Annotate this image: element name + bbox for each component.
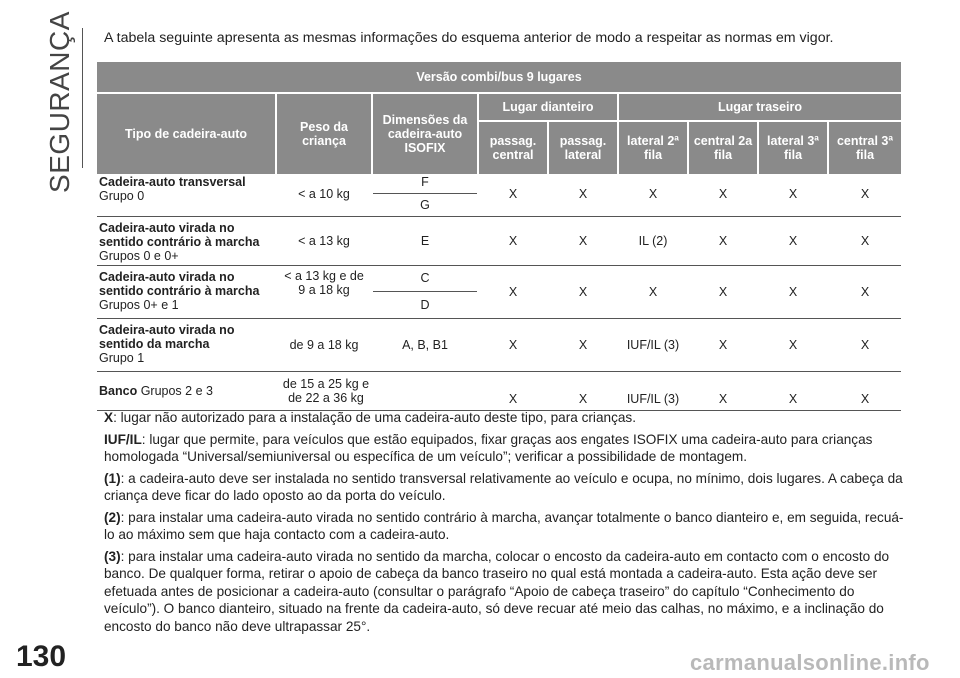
dimension-cell: D (420, 298, 430, 312)
section-divider (82, 28, 83, 168)
dimension-cell: G (420, 198, 430, 212)
table-title-bar (97, 62, 901, 92)
dimension-cell: E (420, 234, 430, 248)
header-rear-seat: Lugar traseiro (619, 94, 901, 120)
header-col: passag. lateral (549, 122, 617, 174)
seat-cell: X (718, 392, 728, 406)
section-title: SEGURANÇA (44, 11, 75, 193)
header-col: lateral 3ª fila (759, 122, 827, 174)
seat-cell: X (578, 234, 588, 248)
weight-cell: de 9 a 18 kg (289, 338, 359, 352)
note: (1): a cadeira-auto deve ser instalada no sentido transversal relativamente ao veículo e ocupa, no mínimo, dois lugares. A cabeça da criança deve ficar do lado oposto ao da porta do veículo. (104, 470, 903, 503)
table-row (97, 372, 901, 411)
header-dimensions: Dimensões da cadeira-auto ISOFIX (373, 94, 477, 174)
seat-cell: X (718, 234, 728, 248)
seat-cell: IL (2) (638, 234, 668, 248)
seat-cell: IUF/IL (3) (626, 338, 680, 352)
seat-cell: X (788, 392, 798, 406)
table-row (97, 319, 901, 372)
seat-cell: X (718, 187, 728, 201)
weight-cell: < a 10 kg (298, 187, 350, 201)
seat-cell: IUF/IL (3) (626, 392, 680, 406)
seat-cell: X (578, 285, 588, 299)
seat-cell: X (788, 285, 798, 299)
note: X: lugar não autorizado para a instalação de uma cadeira-auto deste tipo, para crianças. (104, 410, 637, 425)
page-number: 130 (16, 640, 67, 673)
seat-type: Cadeira-auto virada no sentido contrário à marcha Grupos 0+ e 1 (99, 270, 260, 312)
seat-type: Cadeira-auto transversal Grupo 0 (99, 175, 246, 203)
table-row (97, 172, 901, 217)
seat-type: Cadeira-auto virada no sentido contrário à marcha Grupos 0 e 0+ (99, 221, 260, 263)
header-type: Tipo de cadeira-auto (97, 94, 275, 174)
intro-text: A tabela seguinte apresenta as mesmas informações do esquema anterior de modo a respeitar as normas em vigor. (104, 30, 834, 46)
header-col: passag. central (479, 122, 547, 174)
dimension-cell: C (420, 271, 430, 285)
table-row (97, 217, 901, 266)
seat-cell: X (578, 338, 588, 352)
dimension-cell: A, B, B1 (402, 338, 448, 352)
seat-cell: X (860, 338, 870, 352)
seat-cell: X (788, 234, 798, 248)
weight-cell: de 15 a 25 kg e de 22 a 36 kg (282, 377, 370, 405)
header-col: lateral 2ª fila (619, 122, 687, 174)
seat-cell: X (788, 187, 798, 201)
header-weight: Peso da criança (277, 94, 371, 174)
seat-cell: X (508, 187, 518, 201)
seat-cell: X (860, 187, 870, 201)
table-title: Versão combi/bus 9 lugares (416, 70, 582, 84)
weight-cell: < a 13 kg (298, 234, 350, 248)
seat-cell: X (578, 392, 588, 406)
seat-cell: X (648, 187, 658, 201)
seat-cell: X (508, 338, 518, 352)
note: (3): para instalar uma cadeira-auto virada no sentido da marcha, colocar o encosto da cadeira-auto em contacto com o encosto do banco. De qualquer forma, retirar o apoio de cabeça da banco traseiro no qual está montada a cadeira-auto. Esta ação deve ser efetuada antes de posicionar a cadeira-auto (consultar o parágrafo “Apoio de cabeça traseiro” do capítulo “Conhecimento do veículo”). O banco dianteiro, situado na frente da cadeira-auto, só deve recuar até meio das calhas, no máximo, e a inclinação do encosto do banco não deve ultrapassar 25°. (104, 548, 890, 634)
seat-type: Cadeira-auto virada no sentido da marcha Grupo 1 (99, 323, 235, 365)
seat-cell: X (718, 338, 728, 352)
seat-cell: X (860, 234, 870, 248)
seat-cell: X (578, 187, 588, 201)
header-col: central 2a fila (689, 122, 757, 174)
table-row (97, 266, 901, 319)
header-front-seat: Lugar dianteiro (479, 94, 617, 120)
seat-cell: X (508, 392, 518, 406)
weight-cell: < a 13 kg e de 9 a 18 kg (284, 269, 364, 297)
seat-cell: X (508, 285, 518, 299)
seat-cell: X (860, 285, 870, 299)
header-col: central 3ª fila (829, 122, 901, 174)
table-notes (104, 409, 904, 639)
seat-type: Banco Grupos 2 e 3 (99, 384, 213, 398)
seat-cell: X (860, 392, 870, 406)
dimension-cell: F (421, 175, 429, 189)
seat-cell: X (508, 234, 518, 248)
seat-cell: X (718, 285, 728, 299)
seat-cell: X (788, 338, 798, 352)
note: IUF/IL: lugar que permite, para veículos que estão equipados, fixar graças aos engates ISOFIX uma cadeira-auto para crianças homologada “Universal/semiuniversal ou específica de um veículo”; verificar a possibilidade de montagem. (104, 431, 873, 464)
dimension-cell (373, 372, 477, 410)
note: (2): para instalar uma cadeira-auto virada no sentido contrário à marcha, avançar totalmente o banco dianteiro e, em seguida, recuá-lo ao máximo sem que haja contacto com a cadeira-auto. (104, 509, 904, 542)
seat-cell: X (648, 285, 658, 299)
watermark: carmanualsonline.info (690, 650, 930, 675)
